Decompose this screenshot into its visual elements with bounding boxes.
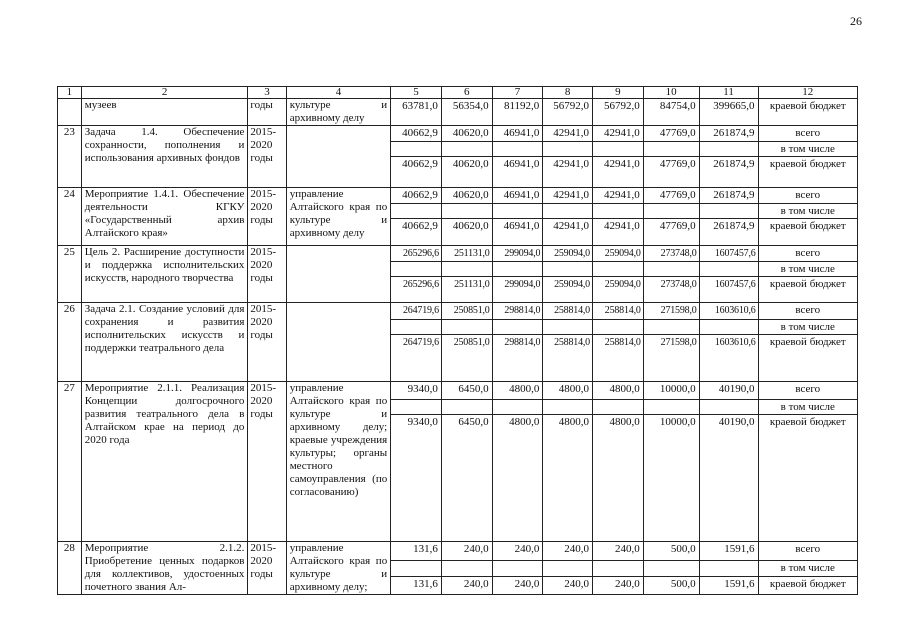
value-cell-2016: 40620,0 [441, 188, 492, 204]
empty-value-cell [492, 204, 543, 219]
value-cell-2019: 42941,0 [592, 219, 643, 246]
empty-value-cell [699, 561, 758, 577]
row-number-cell: 28 [58, 542, 82, 595]
value-cell-2017: 4800,0 [492, 382, 543, 400]
value-cell-2017: 298814,0 [492, 335, 543, 382]
value-cell-2016: 56354,0 [441, 99, 492, 126]
header-cell: 7 [492, 87, 543, 99]
value-cell-2020: 47769,0 [643, 219, 699, 246]
row-name-cell: музеев [81, 99, 248, 126]
value-cell-2016: 40620,0 [441, 219, 492, 246]
funding-source-cell: краевой бюджет [758, 219, 857, 246]
empty-value-cell [492, 142, 543, 157]
empty-value-cell [391, 204, 442, 219]
value-cell-total: 1607457,6 [699, 246, 758, 262]
value-cell-2018: 42941,0 [543, 219, 593, 246]
value-cell-2016: 40620,0 [441, 157, 492, 188]
row-executor-cell: управление Алтайского края по культуре и архивному делу [286, 188, 391, 246]
value-cell-2018: 259094,0 [543, 246, 593, 262]
empty-value-cell [543, 320, 593, 335]
value-cell-2019: 42941,0 [592, 157, 643, 188]
value-cell-total: 261874,9 [699, 126, 758, 142]
row-name-cell: Задача 1.4. Обеспечение сохранности, пополнения и использования архивных фондов [81, 126, 248, 188]
funding-source-cell: краевой бюджет [758, 99, 857, 126]
empty-value-cell [699, 142, 758, 157]
row-years-cell: 2015-2020 годы [248, 126, 286, 188]
row-years-cell: 2015-2020 годы [248, 188, 286, 246]
empty-value-cell [699, 204, 758, 219]
empty-value-cell [391, 561, 442, 577]
value-cell-2019: 258814,0 [592, 335, 643, 382]
value-cell-2018: 240,0 [543, 576, 593, 594]
value-cell-2018: 56792,0 [543, 99, 593, 126]
table-header-row [58, 87, 858, 99]
row-executor-cell [286, 126, 391, 188]
row-years-cell: 2015-2020 годы [248, 542, 286, 595]
row-number-cell: 27 [58, 382, 82, 542]
value-cell-total: 40190,0 [699, 415, 758, 542]
table-row [58, 542, 858, 561]
empty-value-cell [592, 561, 643, 577]
value-cell-2015: 264719,6 [391, 335, 442, 382]
funding-source-cell: в том числе [758, 262, 857, 277]
value-cell-2020: 271598,0 [643, 303, 699, 320]
row-years-cell: годы [248, 99, 286, 126]
value-cell-2017: 298814,0 [492, 303, 543, 320]
row-number-cell [58, 99, 82, 126]
empty-value-cell [391, 262, 442, 277]
value-cell-total: 399665,0 [699, 99, 758, 126]
value-cell-2019: 259094,0 [592, 246, 643, 262]
value-cell-2019: 258814,0 [592, 303, 643, 320]
value-cell-total: 1591,6 [699, 542, 758, 561]
funding-source-cell: в том числе [758, 142, 857, 157]
value-cell-2015: 40662,9 [391, 157, 442, 188]
empty-value-cell [592, 400, 643, 415]
row-name-cell: Задача 2.1. Создание условий для сохранения и развития исполнительских искусств и поддержки театрального дела [81, 303, 248, 382]
value-cell-total: 1603610,6 [699, 303, 758, 320]
empty-value-cell [543, 400, 593, 415]
funding-source-cell: всего [758, 188, 857, 204]
row-name-cell: Мероприятие 1.4.1. Обеспечение деятельности КГКУ «Государственный архив Алтайского края» [81, 188, 248, 246]
value-cell-2016: 251131,0 [441, 246, 492, 262]
value-cell-2015: 40662,9 [391, 126, 442, 142]
empty-value-cell [441, 561, 492, 577]
empty-value-cell [391, 400, 442, 415]
row-name-cell: Мероприятие 2.1.1. Реализация Концепции долгосрочного развития театрального дела в Алтайском крае на период до 2020 года [81, 382, 248, 542]
row-years-cell: 2015-2020 годы [248, 303, 286, 382]
value-cell-2019: 56792,0 [592, 99, 643, 126]
empty-value-cell [592, 262, 643, 277]
empty-value-cell [592, 204, 643, 219]
value-cell-2019: 42941,0 [592, 126, 643, 142]
value-cell-2019: 4800,0 [592, 382, 643, 400]
value-cell-2016: 40620,0 [441, 126, 492, 142]
header-cell: 3 [248, 87, 286, 99]
row-name-cell: Мероприятие 2.1.2. Приобретение ценных подарков для коллективов, удостоенных почетного звания Ал- [81, 542, 248, 595]
value-cell-2017: 46941,0 [492, 157, 543, 188]
empty-value-cell [699, 320, 758, 335]
header-cell: 9 [592, 87, 643, 99]
value-cell-2016: 250851,0 [441, 335, 492, 382]
empty-value-cell [492, 400, 543, 415]
value-cell-2020: 10000,0 [643, 415, 699, 542]
header-cell: 1 [58, 87, 82, 99]
value-cell-2018: 258814,0 [543, 303, 593, 320]
value-cell-2016: 6450,0 [441, 382, 492, 400]
value-cell-2018: 258814,0 [543, 335, 593, 382]
value-cell-2017: 240,0 [492, 576, 543, 594]
empty-value-cell [643, 320, 699, 335]
value-cell-2015: 40662,9 [391, 188, 442, 204]
table-row [58, 246, 858, 262]
empty-value-cell [391, 320, 442, 335]
value-cell-total: 261874,9 [699, 219, 758, 246]
value-cell-2019: 240,0 [592, 542, 643, 561]
value-cell-2020: 271598,0 [643, 335, 699, 382]
value-cell-2016: 251131,0 [441, 277, 492, 303]
table-row [58, 382, 858, 400]
row-years-cell: 2015-2020 годы [248, 246, 286, 303]
empty-value-cell [492, 320, 543, 335]
value-cell-total: 261874,9 [699, 188, 758, 204]
row-years-cell: 2015-2020 годы [248, 382, 286, 542]
value-cell-2020: 500,0 [643, 576, 699, 594]
value-cell-2018: 259094,0 [543, 277, 593, 303]
value-cell-2016: 240,0 [441, 576, 492, 594]
empty-value-cell [492, 561, 543, 577]
value-cell-total: 1607457,6 [699, 277, 758, 303]
empty-value-cell [643, 561, 699, 577]
empty-value-cell [643, 142, 699, 157]
row-number-cell: 25 [58, 246, 82, 303]
value-cell-2019: 240,0 [592, 576, 643, 594]
value-cell-2015: 9340,0 [391, 382, 442, 400]
empty-value-cell [699, 400, 758, 415]
table-row [58, 188, 858, 204]
value-cell-2017: 81192,0 [492, 99, 543, 126]
row-name-cell: Цель 2. Расширение доступности и поддержка исполнительских искусств, народного творчества [81, 246, 248, 303]
funding-source-cell: в том числе [758, 204, 857, 219]
value-cell-2019: 4800,0 [592, 415, 643, 542]
value-cell-2020: 500,0 [643, 542, 699, 561]
value-cell-2017: 46941,0 [492, 188, 543, 204]
table-row-continuation [58, 99, 858, 126]
budget-table [57, 86, 858, 595]
funding-source-cell: всего [758, 303, 857, 320]
value-cell-2018: 240,0 [543, 542, 593, 561]
empty-value-cell [441, 262, 492, 277]
empty-value-cell [543, 561, 593, 577]
funding-source-cell: краевой бюджет [758, 277, 857, 303]
value-cell-2015: 264719,6 [391, 303, 442, 320]
value-cell-total: 261874,9 [699, 157, 758, 188]
value-cell-2017: 299094,0 [492, 246, 543, 262]
value-cell-total: 1603610,6 [699, 335, 758, 382]
empty-value-cell [441, 320, 492, 335]
empty-value-cell [391, 142, 442, 157]
empty-value-cell [643, 400, 699, 415]
value-cell-2016: 6450,0 [441, 415, 492, 542]
empty-value-cell [441, 142, 492, 157]
value-cell-2015: 265296,6 [391, 246, 442, 262]
row-executor-cell: управление Алтайского края по культуре и архивному делу; краевые учреждения культуры; органы местного самоуправления (по согласованию) [286, 382, 391, 542]
funding-source-cell: краевой бюджет [758, 576, 857, 594]
empty-value-cell [643, 262, 699, 277]
value-cell-2015: 131,6 [391, 576, 442, 594]
empty-value-cell [543, 204, 593, 219]
value-cell-2018: 42941,0 [543, 126, 593, 142]
empty-value-cell [592, 320, 643, 335]
value-cell-2020: 47769,0 [643, 126, 699, 142]
value-cell-2016: 240,0 [441, 542, 492, 561]
value-cell-2015: 63781,0 [391, 99, 442, 126]
empty-value-cell [492, 262, 543, 277]
header-cell: 6 [441, 87, 492, 99]
empty-value-cell [441, 400, 492, 415]
header-cell: 8 [543, 87, 593, 99]
value-cell-2017: 299094,0 [492, 277, 543, 303]
header-cell: 10 [643, 87, 699, 99]
row-executor-cell: управление Алтайского края по культуре и архивному делу; [286, 542, 391, 595]
value-cell-2019: 42941,0 [592, 188, 643, 204]
empty-value-cell [543, 262, 593, 277]
value-cell-2018: 42941,0 [543, 188, 593, 204]
value-cell-2018: 42941,0 [543, 157, 593, 188]
value-cell-2019: 259094,0 [592, 277, 643, 303]
page-number: 26 [850, 14, 862, 28]
value-cell-2020: 84754,0 [643, 99, 699, 126]
header-cell: 11 [699, 87, 758, 99]
empty-value-cell [643, 204, 699, 219]
funding-source-cell: всего [758, 246, 857, 262]
funding-source-cell: в том числе [758, 320, 857, 335]
funding-source-cell: в том числе [758, 400, 857, 415]
header-cell: 2 [81, 87, 248, 99]
funding-source-cell: всего [758, 126, 857, 142]
value-cell-2015: 265296,6 [391, 277, 442, 303]
value-cell-total: 40190,0 [699, 382, 758, 400]
value-cell-2017: 46941,0 [492, 219, 543, 246]
value-cell-2018: 4800,0 [543, 382, 593, 400]
value-cell-2016: 250851,0 [441, 303, 492, 320]
funding-source-cell: всего [758, 382, 857, 400]
empty-value-cell [441, 204, 492, 219]
value-cell-2017: 240,0 [492, 542, 543, 561]
header-cell: 12 [758, 87, 857, 99]
value-cell-2015: 9340,0 [391, 415, 442, 542]
funding-source-cell: краевой бюджет [758, 415, 857, 542]
row-number-cell: 26 [58, 303, 82, 382]
empty-value-cell [699, 262, 758, 277]
funding-source-cell: краевой бюджет [758, 157, 857, 188]
value-cell-2020: 10000,0 [643, 382, 699, 400]
row-number-cell: 23 [58, 126, 82, 188]
row-executor-cell [286, 303, 391, 382]
row-number-cell: 24 [58, 188, 82, 246]
row-executor-cell [286, 246, 391, 303]
value-cell-2020: 47769,0 [643, 157, 699, 188]
empty-value-cell [543, 142, 593, 157]
value-cell-2017: 4800,0 [492, 415, 543, 542]
funding-source-cell: в том числе [758, 561, 857, 577]
table-row [58, 126, 858, 142]
value-cell-2020: 273748,0 [643, 277, 699, 303]
value-cell-2018: 4800,0 [543, 415, 593, 542]
value-cell-2015: 131,6 [391, 542, 442, 561]
header-cell: 4 [286, 87, 391, 99]
header-cell: 5 [391, 87, 442, 99]
funding-source-cell: краевой бюджет [758, 335, 857, 382]
value-cell-2017: 46941,0 [492, 126, 543, 142]
value-cell-2015: 40662,9 [391, 219, 442, 246]
row-executor-cell: культуре и архивному делу [286, 99, 391, 126]
empty-value-cell [592, 142, 643, 157]
funding-source-cell: всего [758, 542, 857, 561]
value-cell-2020: 47769,0 [643, 188, 699, 204]
table-row [58, 303, 858, 320]
value-cell-2020: 273748,0 [643, 246, 699, 262]
value-cell-total: 1591,6 [699, 576, 758, 594]
